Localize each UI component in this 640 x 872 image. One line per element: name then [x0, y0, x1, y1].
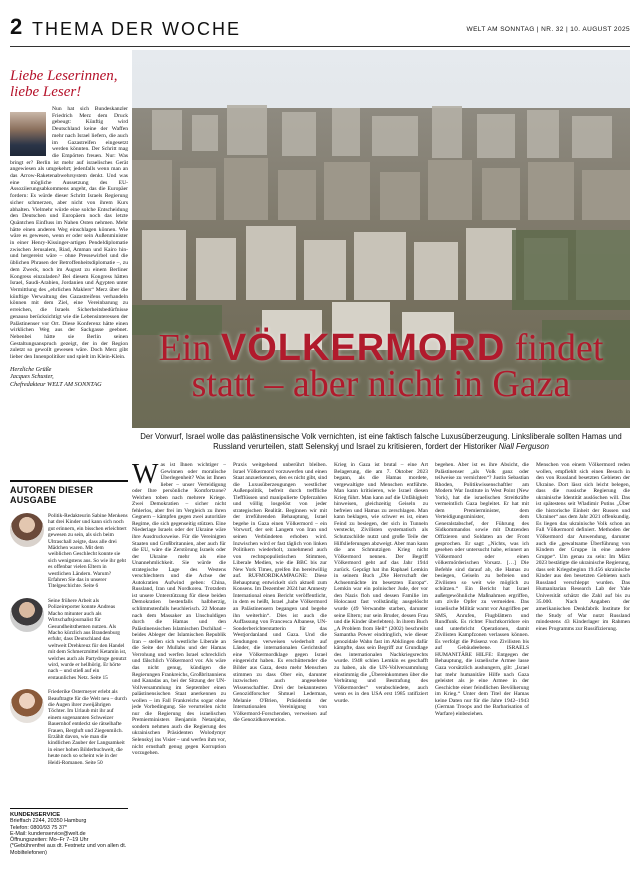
editorial-body-text: Nun hat sich Bundeskanzler Friedrich Merz dem Druck gebeugt: Künftig wird Deutschland keine der Waffen mehr nach Israel liefern, die auch im Gazastreifen eingesetzt werden könnten. Der Schritt mag die Empörten freuen. Nur: Was bringt er? Berlin ist mehr auf israelisches Gerät angewiesen als umgekehrt; jedenfalls wenn man an das Arrow-Raketenabwehrsystem denkt. Und was eine mögliche Aussetzung des EU-Assoziierungsabkommens angeht, das die Europäer fordern: Es würde dieser Schritt Israels Regierung sicher schmerzen, aber nicht von ihrem Kurs abhalten. Vielmehr würde eine solche Entscheidung den Deutschen und Europäern noch das letzte Quäntchen Einfluss im Nahen Osten nehmen. Mehr hätte einen anderen Weg einschlagen können. Wie wäre es gewesen, wenn er oder sein Außenminister in einer Henry-Kissinger-artigen Pendeldiplomatie zwischen Jerusalem, Riad, Amman und Kairo hin- und hergereist wäre – ohne Pressewirbel und die üblichen Phrasen der Betroffenheitsdiplomatie –, zu dem Zweck, noch im August zu einem Berliner Kongress einzuladen? Bei diesem Kongress hätten Israel, Saudi-Arabien, Jordanien und Ägypten unter Vermittlung des „ehrlichen Maklers“ Merz über die künftige Verwaltung des Gazastreifens verhandeln können mit dem Ziel, eine Vereinbarung zu erreichen, die Israels Sicherheitsbedürfnisse genauso berücksichtigt wie die Lebensinteressen der Palästinenser vor Ort. Diese Konferenz hätte einen wirklichen Weg aus der Sackgasse geebnet. Nebenbei hätte sie Berlin seinen Gestaltungsanspruch gezeigt, der in der Region zuletzt so gewollt gewesen wäre. Doch Merz gibt lieber den Innenpolitiker und spielt im Klein-Klein.: [10, 106, 128, 361]
author-text: Seine frühere Arbeit als Polizeireporter konnte Andreas Macho mitunter auch als Wirtschaftsjournalist für Gesundheitsthemen nutzen. Als Macho kürzlich aus Brandenburg erfuhr, dass Deutschland das weltweit Drehkreuz für den Handel mit dem Schmerzmittel Ketamin ist, welches auch als Partydroge genutzt wird, wurde er hellhörig. Er hörte nach – und stieß auf ein erstaunliches Netz. Seite 15: [48, 597, 127, 681]
editorial-column: [10, 50, 128, 388]
service-line: Öffnungszeiten: Mo–Fr 7–19 Uhr: [10, 837, 89, 844]
service-line: Telefon: 0800/93 75 37*: [10, 824, 67, 831]
author-item: [10, 689, 128, 766]
service-title: KUNDENSERVICE: [10, 812, 61, 818]
column-text: Krieg in Gaza ist brutal – eine Art Belagerung, die am 7. Oktober 2023 begann, als die Hamas mordete, vergewaltigte und Menschen entführte. Man kann kritisieren, wie Israel diesen Krieg führt. Man kann auf die Unfähigkeit hinweisen, gleichzeitig Geiseln zu befreien und Hamas zu zerschlagen. Man kann beklagen, wie schwer es ist, einen Feind zu besiegen, der sich in Tunneln versteckt, Zivilisten systematisch als Schutzschilde nutzt und große Teile der Hilfslieferungen abzweigt. Aber man kann die ans Schmutzigen Krieg nicht Völkermord nennen. Der Begriff Völkermord geht auf das Jahr 1944 zurück. Geprägt hat ihn Raphael Lemkin in seinem Buch „Die Herrschaft der Achsenmächte im besetzten Europa“. Lemkin war ein polnischer Jude, der vor den Nazis floh und dessen Familie im Holocaust fast vollständig ausgelöscht wurde (49 Verwandte starben, darunter seine Eltern; nur sein Bruder, dessen Frau und die Kinder überlebten). In ihrem Buch „A Problem from Hell“ (2002) beschreibt Samantha Power eindringlich, wie dieser genozidale Wahn fast im Abklingen dafür kämpfte, dass sein Begriff zur Grundlage des internationalen Nachkriegsrechts wurde. 1948 schien Lemkin es geschafft zu haben, als die UN-Vollversammlung einstimmig die „Übereinkommen über die Verhütung und Bestrafung des Völkermordes“ verabschiedete, auch wenn es in den USA erst 1985 ratifiziert wurde.: [334, 462, 428, 704]
editorial-body: [10, 106, 128, 361]
headline-pre: Ein: [158, 327, 221, 369]
author-item: [10, 513, 128, 590]
lead-author: Niall Ferguson: [498, 442, 549, 451]
article-body: [132, 462, 630, 867]
service-line: Brieffach 2244, 20350 Hamburg: [10, 818, 87, 825]
author-portrait: [10, 598, 44, 632]
column-text: as ist Ihnen wichtiger – Gewinnen oder moralische Überlegenheit? Was ist Ihnen lieber – unser Verteidigung oder Ihre persönliche Komfortzone? Welchen toben nach mehrere Kriege. Zwei Demokratien – sicher nicht fehlerlos, aber frei im Vergleich zu ihren Gegnern – kämpfen gegen zwei autoritäre Regime, die sich gegenseitig stützen. Eine Niederlage Israels oder der Ukraine wäre ihre Ausdrucksweise. Für die Vereinigten Staaten und Großbritannien, aber auch für die EU, wäre die Zerstörung Israels oder der Ukraine mehr als eine Unannehmlichkeit. Sie würde die strategische Lage des Westens verschlechtern und die Achse der Autokratien Aufwind geben: China, Russland, Iran und Nordkorea. Trotzdem ist unsere Unterstützung für diese beiden Demokratien bestenfalls halbherzig, schlimmstenfalls heuchlerisch. 22 Monate nach dem Massaker an Unschuldigen durch die Hamas und den Palästinensischen Islamischen Dschihad – beides Ableger der Islamischen Republik Iran – stellen sich westliche Liberale an die Seite der Mullahs und der Hamas Verrohung und werfen Israel schrecklich und fälschlich Völkermord vor. Als wäre das nicht genug, kündigen die Regierungen Frankreichs, Großbritanniens und Kanadas an, bei der Sitzung der UN-Vollversammlung im September einen palästinensischen Staat anerkennen zu wollen – im Fall Frankreichs sogar ohne jede Vorbedingung. Sie verurteilen nicht nur die Regierung des israelischen Premierministers Benjamin Netanjahu, sondern nehmen auch die Regierung des ukrainischen Präsidenten Wolodymyr Selenskyj ins Visier – und werfen ihm vor, nicht ernsthaft genug gegen Korruption vorzugehen.: [132, 462, 226, 757]
article-column-1: [132, 462, 226, 867]
headline-line-2: statt – aber nicht in Gaza: [191, 363, 571, 405]
headline-line-1: [132, 327, 630, 369]
author-item: [10, 598, 128, 681]
headline-keyword: VÖLKERMORD: [220, 327, 506, 369]
issue-info: WELT AM SONNTAG | NR. 32 | 10. AUGUST 2025: [466, 26, 630, 33]
page-header: [10, 14, 630, 44]
author-text: Friederike Ostermeyer erlebt als Beauftragte für die Welt neu – durch die Augen ihrer zweijährigen Töchter. Im Urlaub mit ihr auf einem sogenannten Schweizer Bauernhof entdeckt sie rätselhafte Frauen, Bergluft und Ziegenmilch. Erzählt davon, wie man die kindlichen Zauber der Langsamkeit in einer hohen Bilderbuchwelt, die heute noch so scheint wie in der Heidi-Romanen. Seite 50: [48, 689, 127, 766]
author-text: Politik-Redakteurin Sabine Menkens hat drei Kinder und kann sich noch gut erinnern, ein bisschen erleichtert gewesen zu sein, als sich beim Ultraschall zeigte, dass alle drei Mädchen waren. Mit dem weiblichen Geschlecht konnte sie sich wenigstens aus. So wie ihr geht es offenbar vielen Eltern in westlichen Ländern. Warum? Erfahren Sie das in unserer Titelgeschichte. Seite 6: [48, 513, 128, 590]
article-lead: [132, 432, 630, 452]
lead-text: Der Vorwurf, Israel wolle das palästinensische Volk vernichten, ist eine faktisch falsche Luxusüberzeugung. Linksliberale sollten Hamas und Russland verurteilen, statt Selenskyj und Israel zu kritisieren, fordert der Historiker: [140, 432, 622, 451]
column-text: Menschen von einem Völkermord reden wollen, empfiehlt sich einen Besuch in den von Russland besetzten Gebieten der Ukraine. Dort lässt sich leicht belegen, dass die russische Regierung die ukrainische Identität auslöschen will. Das ist spätestens seit Wladimir Putins „Über die historische Einheit der Russen und Ukrainer“ aus dem Jahr 2021 offenkundig. Es liegen das ukrainische Volk schon an Fall Völkermord definiert. Methoden der Völkermord dar Anwendung, darunter auch die „gewaltsame Überführung von Kindern der Gruppe in eine andere Gruppe“. Um genau zu sein: Im März 2023 bestätigte die ukrainische Regierung, dass seit Kriegsbeginn 19.456 ukrainische Kinder aus den besetzten Gebieten nach Russland verschleppt wurden. Das Humanitarian Research Lab der Yale Universität schätzt die Zahl auf bis zu 35.000. Nach Angaben der amerikanischen Denkfabrik Institute for the Study of War nutzt Russland mindestens 43 Kinderlager im Rahmen eines Programms zur Russifizierung.: [536, 462, 630, 632]
editorial-signature: [10, 366, 128, 389]
column-text: begehen. Aber ist es ihre Absicht, die Palästinenser „als Volk ganz oder teilweise zu vernichten“? Justin Sebastian Rhoden, Politikwissenschaftler am Modern War Institute in West Point (New York), hat die israelischen Streitkräfte vermeintlich Gaza begleitet. Er hat mit dem Premierminister, dem Verteidigungsminister, dem Generalstabschef, der Führung des Südkommandos sowie mit Dutzenden Offizieren und Soldaten an der Front gesprochen. Er sagt: „Nichts, was ich gesehen oder untersucht habe, erinnert an Völkermord oder einen völkermörderischen Vorsatz. […] Die Befehle sind darauf ab, die Hamas zu besiegen, Geiseln zu befreien und Zivilisten so weit wie möglich zu schützen.“ Ein Bericht hat Israel außergewöhnliche Maßnahmen ergriffen, um zivile Opfer zu vermeiden. Das israelische Militär warnt vor Angriffen per SMS, Anrufen, Flugblättern und Rundfunk. Es richtet Fluchtkorridore ein und unterbricht Operationen, damit Zivilisten Kampfzonen verlassen können. Es verfolgt die Präsenz von Zivilisten bis auf Gebäudeebene. ISRAELS HUMANITÄRE HILFE: Entgegen der Behauptung, die israelische Armee lasse Gaza vorsätzlich aushungern, gilt: „Israel hat mehr humanitäre Hilfe nach Gaza geleistet als je eine Armee in der Geschichte einer feindlichen Bevölkerung im Krieg.“ Unter dem Titel der Hamas keine Daten nur für die Jahre 1942–1943 (German Troops and the Barbarisation of Warfare) einbeziehen.: [435, 462, 529, 717]
section-title: THEMA DER WOCHE: [32, 19, 242, 39]
authors-box-title: AUTOREN DIESER AUSGABE: [10, 485, 94, 505]
article-column-4: [435, 462, 529, 867]
article-column-3: [334, 462, 428, 867]
article-column-2: [233, 462, 327, 867]
editorial-heading: Liebe Leserinnen, liebe Leser!: [10, 68, 118, 100]
column-text: Praxis weitgehend unberührt bleiben. Israel Völkermord vorzuwerfen und einen Staat anzuerkennen, den es nicht gibt, sind die Luxusüberzeugungen westlicher Außenpolitik, befreit durch treffliche Tiefflüssen und manipulierte Opferzahlen und völlig losgelöst von jeder strategischen Realität. Beginnen wir mit der irreführenden Behauptung, Israel begehe in Gaza einen Völkermord – ein Vorwurf, der seit Langem von Iran und seinen Verbündeten erhoben wird. Inzwischen wird er fast täglich von linken Politikern wiederholt, zunehmend auch von rechtspopulistischen Stimmen, Liberale Medien, wie die BBC bis zur New York Times, greifen ihn bereitwillig auf. RUFMORDKAMPAGNE: Diese Behauptung entwickelt sich aktuell zum Konsens. Im Dezember 2024 hat Amnesty International einen Bericht veröffentlicht, in dem es heißt, Israel „habe Völkermord an Palästinensern begangen und begehe ihn weiterhin“. Dies ist auch die Auffassung von Francesca Albanese, UN-Sonderberichterstatterin für das Westjordanland und Gaza. Und die Sendungen verweisen wiederholt auf Länder, die internationalen Gerichtshof eine Völkermordklage gegen Israel eingereicht haben. Es erschütternder die Bilder aus Gaza, desto mehr Menschen stimmen zu dass Ober ein, darunter inzwischen auch angesehene Wissenschaftler. Drei der bekanntesten Genozidforscher Shmuel Lederman, Melanie O'Brien, Präsidentin der Internationalen Vereinigung von Völkermord-Forschenden, verweisen auf die Genozidkonvention.: [233, 462, 327, 724]
author-portrait: [10, 689, 44, 723]
editor-portrait: [10, 112, 46, 156]
drop-cap: W: [132, 462, 159, 490]
header-rule: [10, 46, 630, 47]
service-line: (*Gebührenfrei aus dt. Festnetz und von allen dt. Mobiltelefonen): [10, 843, 127, 856]
editorial-author: Jacques Schuster,: [10, 373, 54, 381]
article-column-5: [536, 462, 630, 867]
headline-post: findet: [505, 327, 604, 369]
author-portrait: [10, 513, 44, 547]
editorial-closing: Herzliche Grüße: [10, 365, 52, 373]
customer-service: [10, 808, 128, 856]
authors-box: [10, 480, 128, 766]
page-number: 2: [10, 14, 23, 39]
editorial-author-role: Chefredakteur WELT AM SONNTAG: [10, 380, 102, 388]
headline: [132, 327, 630, 405]
service-line: E-Mail: kundenservice@welt.de: [10, 830, 86, 837]
